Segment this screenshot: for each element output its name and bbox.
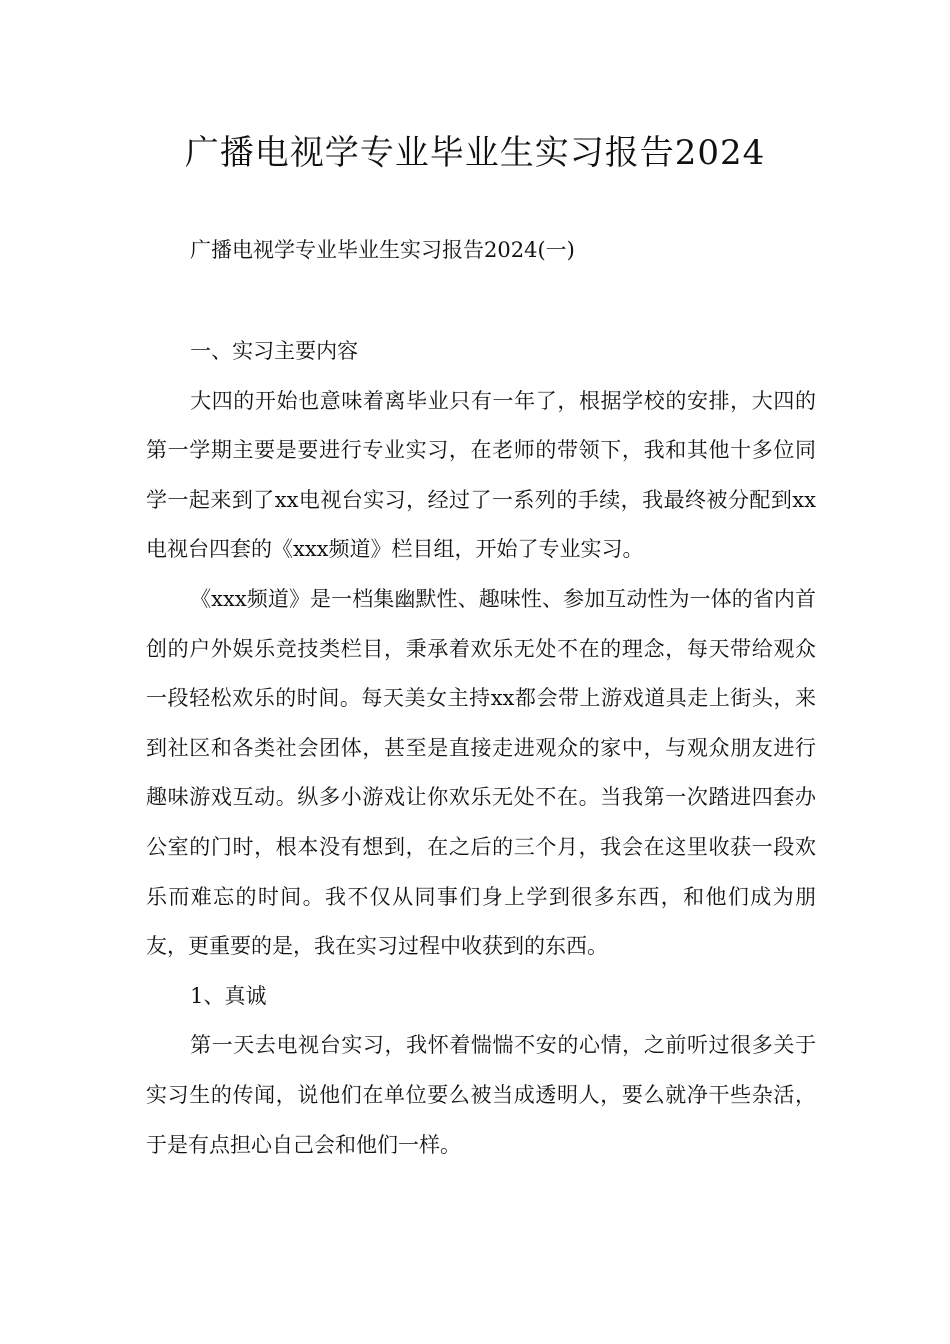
body-paragraph: 大四的开始也意味着离毕业只有一年了，根据学校的安排，大四的第一学期主要是要进行专业实习，在老师的带领下，我和其他十多位同学一起来到了xx电视台实习，经过了一系列的手续，我最终被分配到xx电视台四套的《xxx频道》栏目组，开始了专业实习。 (146, 388, 816, 562)
document-body (146, 327, 816, 1170)
section-heading: 一、实习主要内容 (190, 339, 359, 363)
body-paragraph: 《xxx频道》是一档集幽默性、趣味性、参加互动性为一体的省内首创的户外娱乐竞技类栏目，秉承着欢乐无处不在的理念，每天带给观众一段轻松欢乐的时间。每天美女主持xx都会带上游戏道具走上街头，来到社区和各类社会团体，甚至是直接走进观众的家中，与观众朋友进行趣味游戏互动。纵多小游戏让你欢乐无处不在。当我第一次踏进四套办公室的门时，根本没有想到，在之后的三个月，我会在这里收获一段欢乐而难忘的时间。我不仅从同事们身上学到很多东西，和他们成为朋友，更重要的是，我在实习过程中收获到的东西。 (146, 586, 816, 959)
document-title: 广播电视学专业毕业生实习报告2024 (184, 133, 766, 173)
body-paragraph: 第一天去电视台实习，我怀着惴惴不安的心情，之前听过很多关于实习生的传闻，说他们在单位要么被当成透明人，要么就净干些杂活，于是有点担心自己会和他们一样。 (146, 1033, 816, 1157)
section-heading: 1、真诚 (190, 983, 267, 1008)
document-subtitle: 广播电视学专业毕业生实习报告2024(一) (190, 238, 575, 262)
